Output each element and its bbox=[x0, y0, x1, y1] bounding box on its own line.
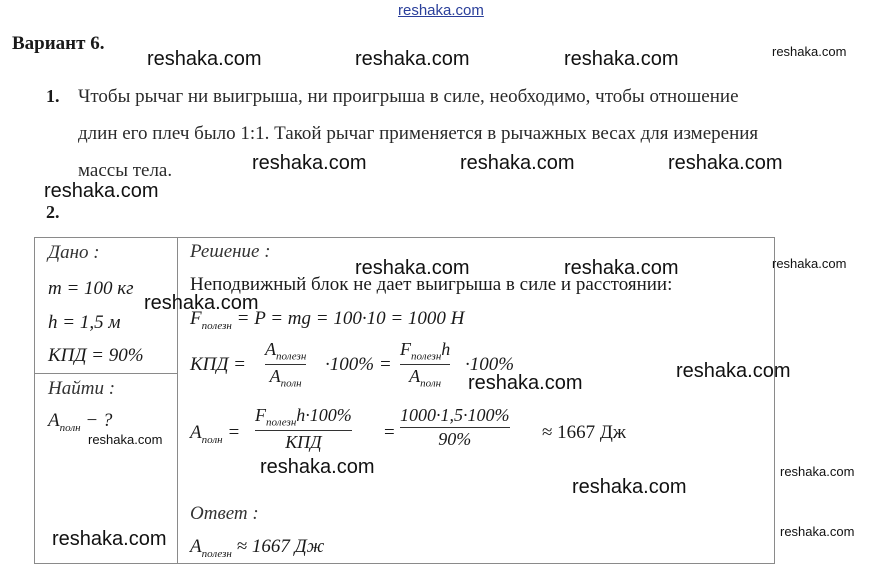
watermark: reshaka.com bbox=[260, 456, 375, 478]
watermark: reshaka.com bbox=[468, 372, 583, 394]
watermark: reshaka.com bbox=[564, 257, 679, 279]
efficiency-fraction-1: $A_{полезн}$ $A_{полн}$ bbox=[265, 339, 307, 390]
watermark: reshaka.com bbox=[147, 48, 262, 70]
work-fraction-numeric: 1000·1,5·100% 90% bbox=[400, 405, 510, 449]
watermark: reshaka.com bbox=[355, 257, 470, 279]
find-header: Найти : bbox=[48, 378, 116, 399]
given-header: Дано : bbox=[48, 242, 100, 263]
problem-1-line-2: длин его плеч было 1:1. Такой рычаг применяется в рычажных весах для измерения bbox=[78, 123, 759, 144]
problem-1-number: 1. bbox=[46, 86, 60, 106]
watermark: reshaka.com bbox=[676, 360, 791, 382]
force-equation: $F_{полезн} = P$ = mg = 100·10 = 1000 Н bbox=[190, 308, 465, 332]
watermark: reshaka.com bbox=[460, 152, 575, 174]
watermark: reshaka.com bbox=[355, 48, 470, 70]
efficiency-multiplier: ·100% = bbox=[325, 354, 392, 375]
efficiency-lhs: КПД = bbox=[190, 354, 246, 375]
watermark: reshaka.com bbox=[144, 292, 259, 314]
watermark: reshaka.com bbox=[780, 524, 855, 539]
watermark: reshaka.com bbox=[772, 44, 847, 59]
problem-2-number: 2. bbox=[46, 202, 60, 222]
find-variable: $A_{полн}$ − ? bbox=[48, 410, 113, 434]
given-find-divider bbox=[34, 373, 178, 374]
watermark: reshaka.com bbox=[44, 180, 159, 202]
efficiency-multiplier-2: ·100% bbox=[465, 354, 515, 375]
solution-statement: Неподвижный блок не дает выигрыша в силе и расстоянии: bbox=[190, 274, 673, 295]
watermark: reshaka.com bbox=[88, 432, 163, 447]
given-efficiency: КПД = 90% bbox=[48, 345, 144, 366]
top-site-link[interactable]: reshaka.com bbox=[398, 2, 484, 19]
watermark: reshaka.com bbox=[780, 464, 855, 479]
watermark: reshaka.com bbox=[572, 476, 687, 498]
watermark: reshaka.com bbox=[52, 528, 167, 550]
work-result: ≈ 1667 Дж bbox=[542, 422, 627, 443]
variant-title: Вариант 6. bbox=[12, 33, 105, 54]
watermark: reshaka.com bbox=[252, 152, 367, 174]
efficiency-fraction-2: $F_{полезн}h$ $A_{полн}$ bbox=[400, 339, 451, 390]
work-fraction-symbolic: $F_{полезн}h\cdot 100\%$ КПД bbox=[255, 405, 352, 452]
given-mass: m = 100 кг bbox=[48, 278, 134, 299]
answer-value: $A_{полезн} \approx 1667$ Дж bbox=[190, 536, 325, 560]
solution-header: Решение : bbox=[190, 241, 271, 262]
watermark: reshaka.com bbox=[564, 48, 679, 70]
work-lhs: $A_{полн}$ = bbox=[190, 422, 241, 446]
given-height: h = 1,5 м bbox=[48, 312, 121, 333]
answer-header: Ответ : bbox=[190, 503, 259, 524]
work-equals: = bbox=[384, 422, 395, 443]
watermark: reshaka.com bbox=[668, 152, 783, 174]
problem-1-line-3: массы тела. bbox=[78, 160, 173, 181]
watermark: reshaka.com bbox=[772, 256, 847, 271]
problem-1-line-1: Чтобы рычаг ни выигрыша, ни проигрыша в силе, необходимо, чтобы отношение bbox=[78, 86, 739, 107]
table-divider bbox=[177, 237, 178, 563]
